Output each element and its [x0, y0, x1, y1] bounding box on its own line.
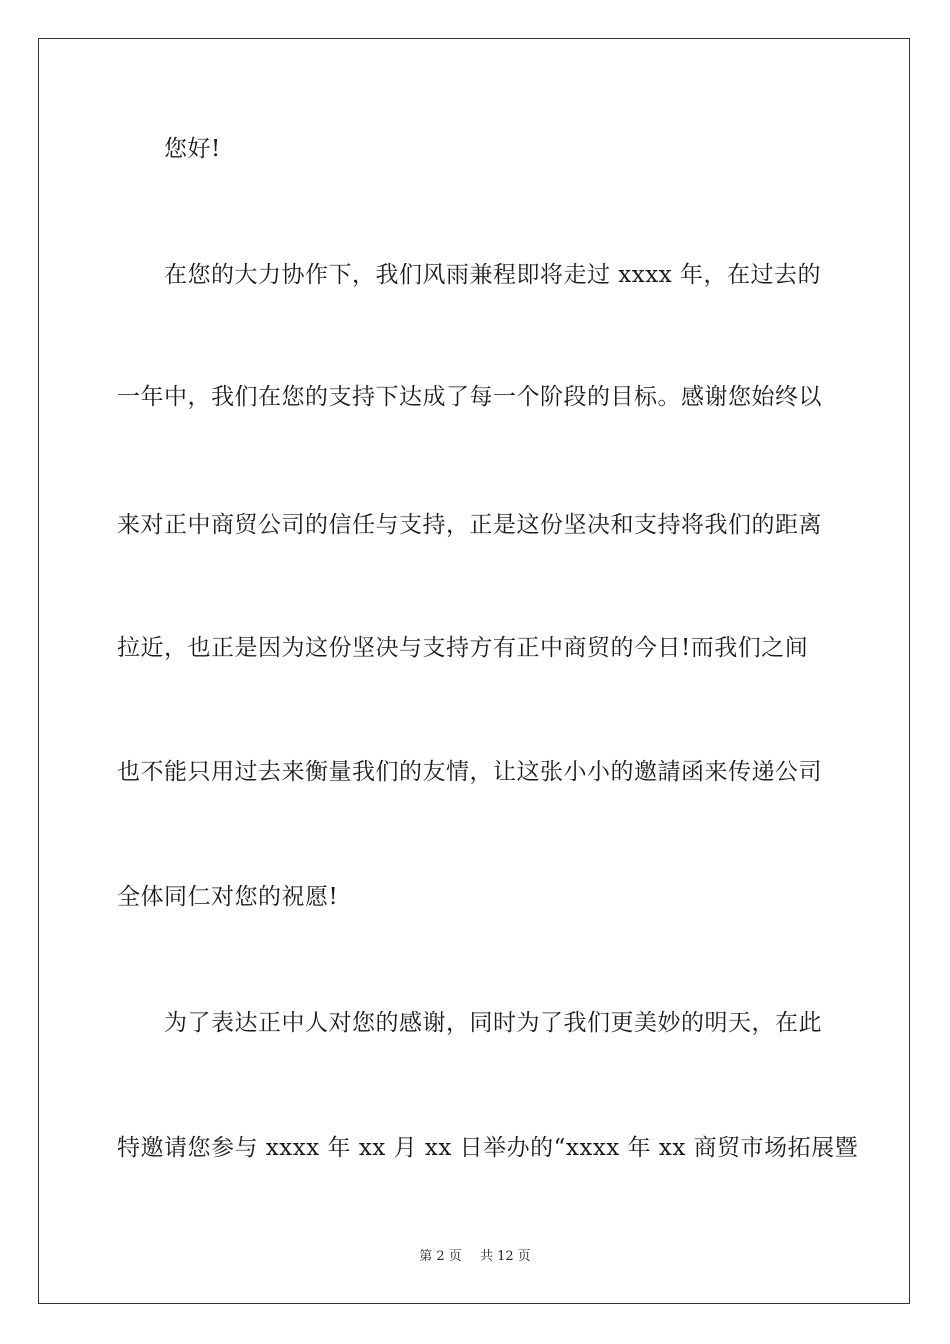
- paragraph-line: 在您的大力协作下，我们风雨兼程即将走过 xxxx 年，在过去的: [164, 262, 822, 288]
- paragraph-line: 一年中，我们在您的支持下达成了每一个阶段的目标。感谢您始终以: [117, 384, 822, 410]
- paragraph-line: 特邀请您参与 xxxx 年 xx 月 xx 日举办的“xxxx 年 xx 商贸市场拓展暨: [117, 1135, 859, 1161]
- greeting-line: 您好!: [164, 136, 221, 162]
- page-footer: [0, 1248, 950, 1266]
- paragraph-line: 拉近，也正是因为这份坚决与支持方有正中商贸的今日!而我们之间: [117, 635, 809, 661]
- paragraph-line: 也不能只用过去来衡量我们的友情，让这张小小的邀請函来传递公司: [117, 759, 822, 785]
- paragraph-line: 为了表达正中人对您的感谢，同时为了我们更美妙的明天，在此: [164, 1010, 822, 1036]
- paragraph-line: 来对正中商贸公司的信任与支持，正是这份坚决和支持将我们的距离: [117, 512, 822, 538]
- paragraph-line: 全体同仁对您的祝愿!: [117, 884, 339, 910]
- page-frame: [38, 38, 910, 1304]
- page-total: 共 12 页: [479, 1249, 531, 1264]
- page-number: 第 2 页: [419, 1249, 462, 1264]
